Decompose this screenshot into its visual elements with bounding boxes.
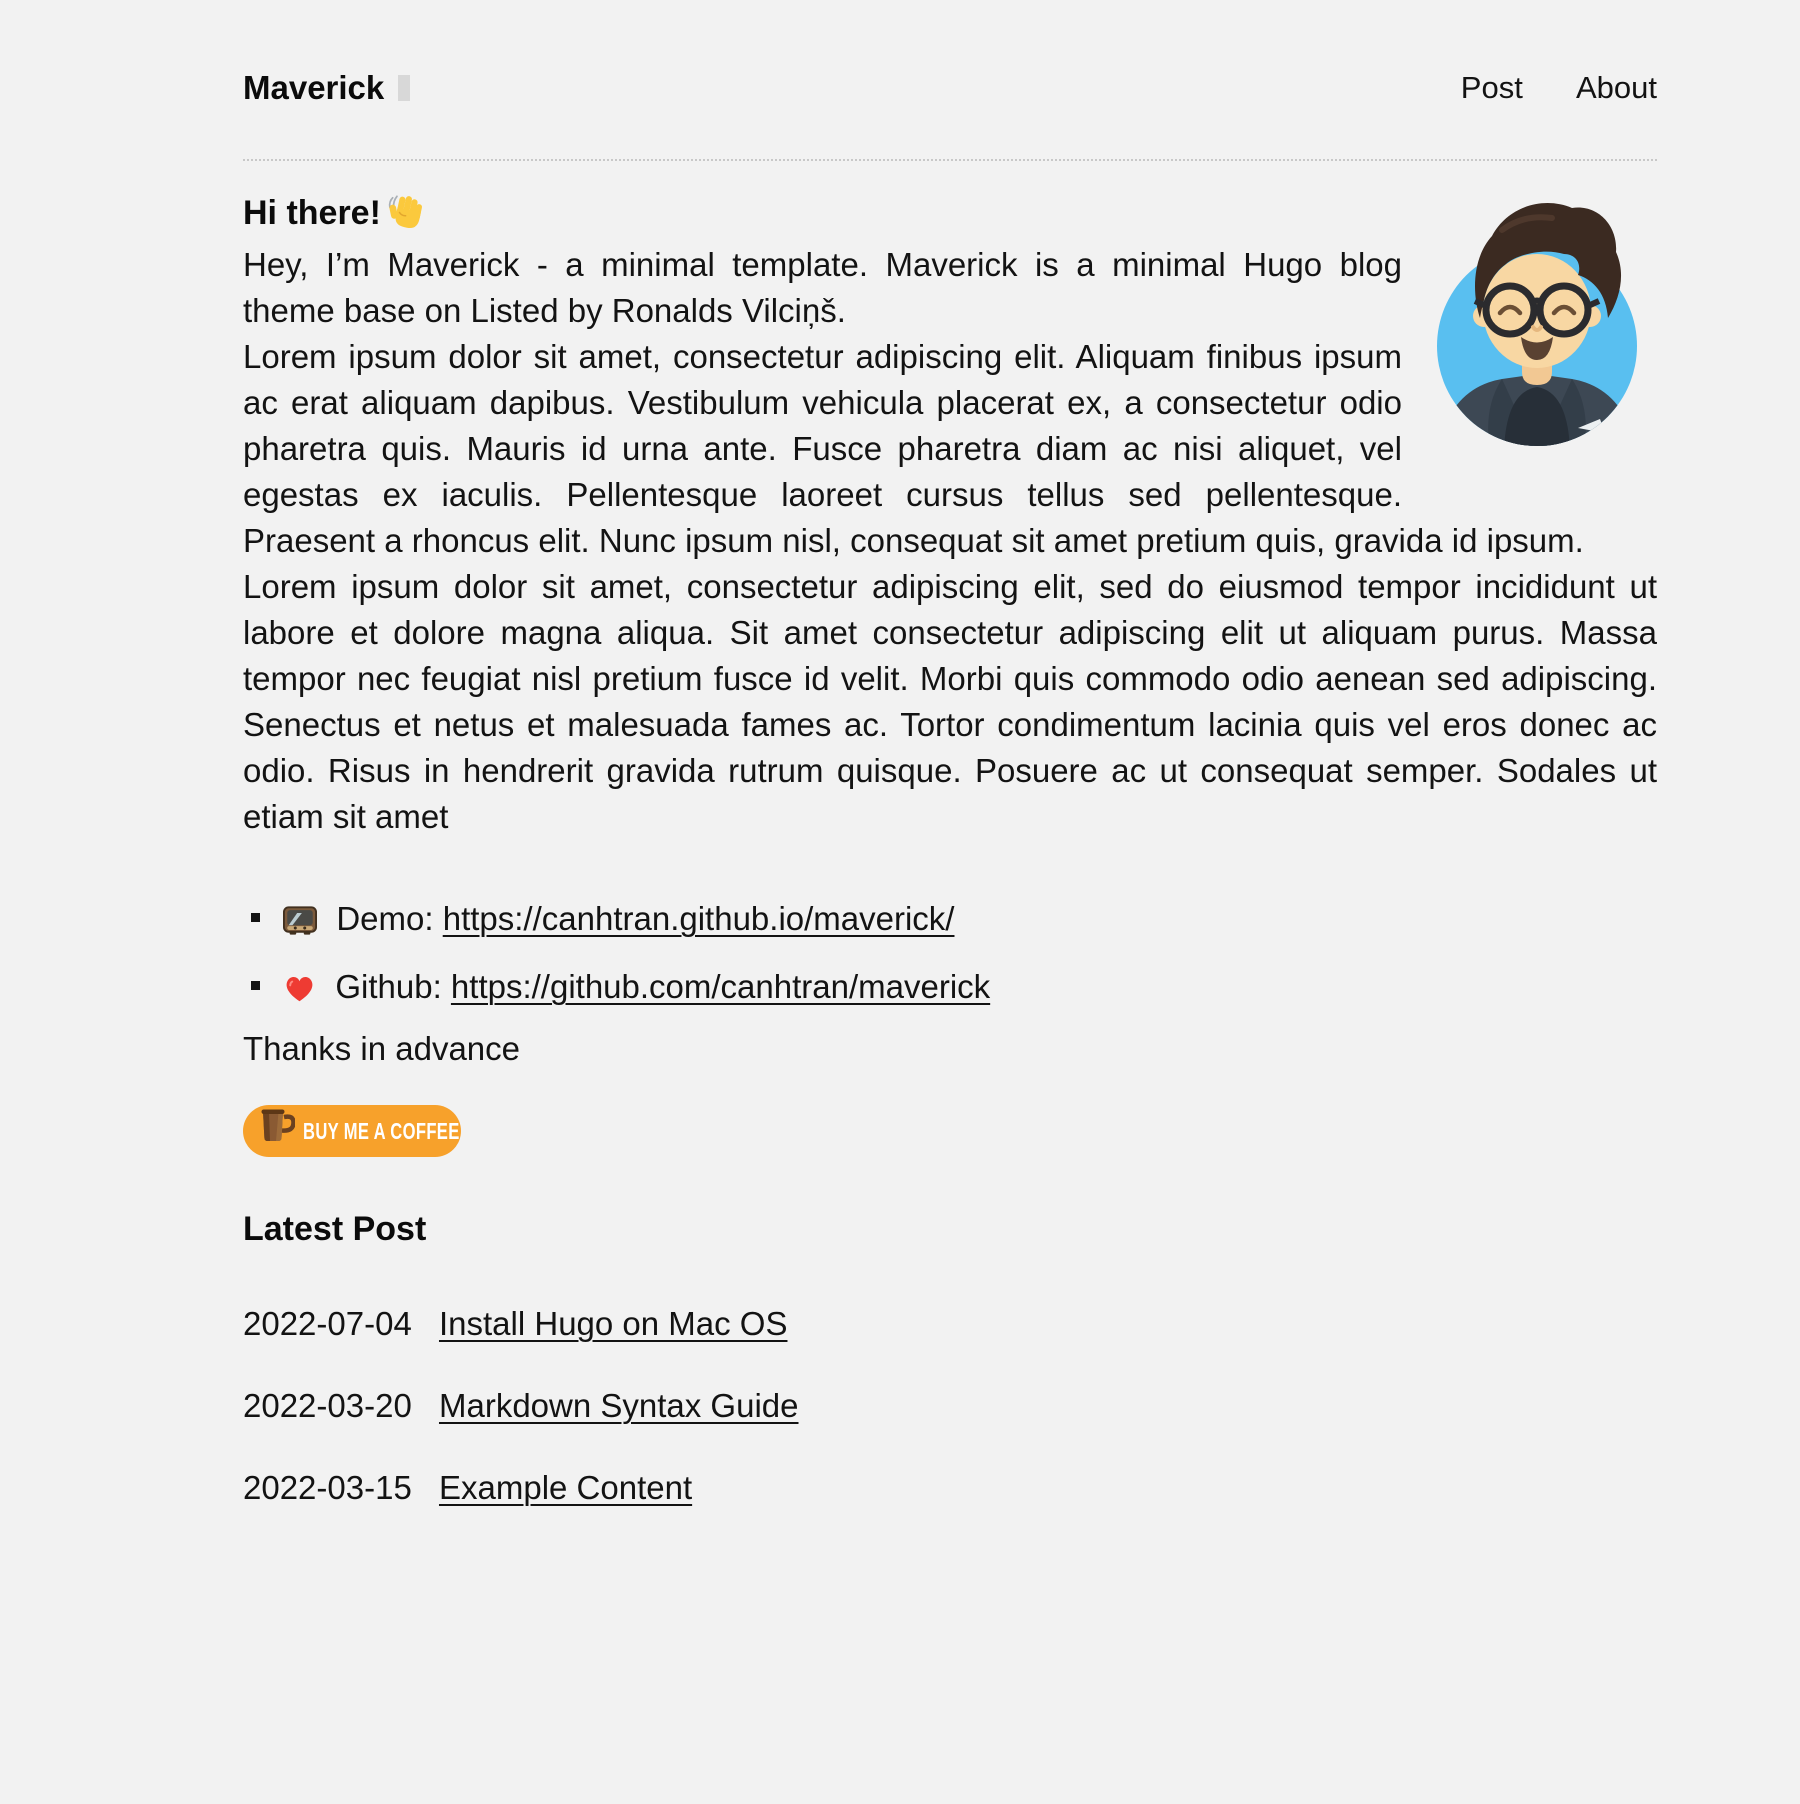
- github-list-item: [251, 964, 1657, 1016]
- post-row: [243, 1301, 1657, 1347]
- demo-label: Demo:: [336, 900, 434, 937]
- coffee-mug-icon: [255, 1106, 295, 1156]
- latest-post-heading: Latest Post: [243, 1210, 427, 1248]
- nav-post-link[interactable]: Post: [1460, 70, 1523, 105]
- tv-icon: [283, 902, 317, 948]
- site-title[interactable]: Maverick: [243, 68, 385, 106]
- intro-paragraph: Hey, I’m Maverick - a minimal template. Maverick is a minimal Hugo blog theme base on Listed by Ronalds Vilciņš.: [243, 246, 1402, 329]
- post-link-install-hugo[interactable]: Install Hugo on Mac OS: [438, 1305, 788, 1342]
- site-header: [243, 0, 1657, 161]
- post-row: [243, 1465, 1657, 1511]
- content: [243, 191, 1657, 1511]
- heart-icon: [283, 970, 316, 1016]
- resource-links-list: [243, 896, 1657, 1016]
- main-nav: [1461, 64, 1657, 111]
- brand: [243, 68, 410, 108]
- intro-heading-text: Hi there!: [243, 194, 381, 232]
- buy-me-a-coffee-label: BUY ME A COFFEE: [303, 1118, 460, 1144]
- cursor-block: [398, 75, 410, 101]
- page-container: [243, 0, 1657, 1511]
- post-link-example-content[interactable]: Example Content: [438, 1469, 693, 1506]
- github-label: Github:: [335, 968, 442, 1005]
- thanks-text: Thanks in advance: [243, 1030, 521, 1067]
- demo-link[interactable]: https://canhtran.github.io/maverick/: [442, 900, 955, 937]
- post-row: [243, 1383, 1657, 1429]
- waving-hand-icon: [387, 193, 425, 242]
- nav-about-link[interactable]: About: [1575, 70, 1657, 105]
- post-date: 2022-03-15: [243, 1469, 412, 1506]
- post-link-markdown-syntax[interactable]: Markdown Syntax Guide: [438, 1387, 799, 1424]
- github-link[interactable]: https://github.com/canhtran/maverick: [450, 968, 991, 1005]
- demo-list-item: [251, 896, 1657, 948]
- buy-me-a-coffee-button[interactable]: [243, 1105, 461, 1157]
- lorem-paragraph-1: Lorem ipsum dolor sit amet, consectetur adipiscing elit. Aliquam finibus ipsum ac erat aliquam dapibus. Vestibulum vehicula placerat ex, a consectetur odio pharetra quis. Mauris id urna ante. Fusce pharetra diam ac nisi aliquet, vel egestas ex iaculis. Pellentesque laoreet cursus tellus sed pellentesque. Praesent a rhoncus elit. Nunc ipsum nisl, consequat sit amet pretium quis, gravida id ipsum.: [243, 338, 1584, 559]
- post-date: 2022-07-04: [243, 1305, 412, 1342]
- post-date: 2022-03-20: [243, 1387, 412, 1424]
- lorem-paragraph-2: Lorem ipsum dolor sit amet, consectetur adipiscing elit, sed do eiusmod tempor incididunt ut labore et dolore magna aliqua. Sit amet consectetur adipiscing elit ut aliquam purus. Massa tempor nec feugiat nisl pretium fusce id velit. Morbi quis commodo odio aenean sed adipiscing. Senectus et netus et malesuada fames ac. Tortor condimentum lacinia quis vel eros donec ac odio. Risus in hendrerit gravida rutrum quisque. Posuere ac ut consequat semper. Sodales ut etiam sit amet: [243, 568, 1657, 835]
- avatar: [1432, 196, 1657, 451]
